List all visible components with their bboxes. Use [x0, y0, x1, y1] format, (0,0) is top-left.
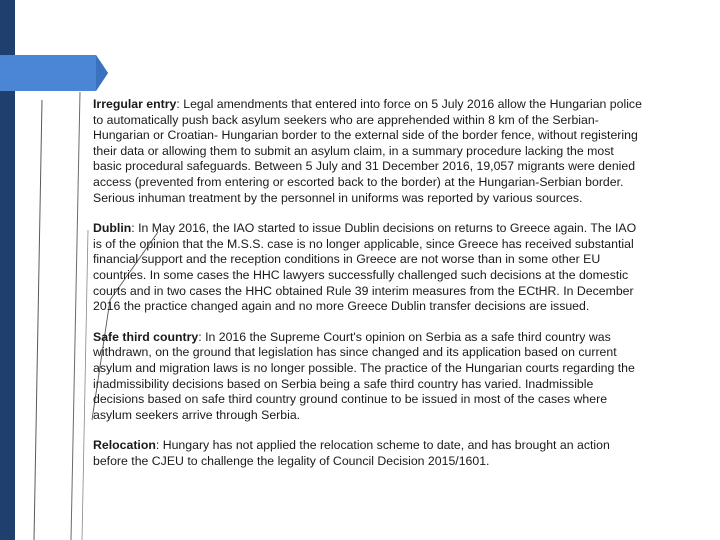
term-safe-third-country: Safe third country — [93, 329, 199, 344]
header-tab-arrow — [0, 55, 110, 91]
paragraph-irregular-entry — [93, 97, 643, 206]
text-relocation: : Hungary has not applied the relocation scheme to date, and has brought an action before the CJEU to challenge the legality of Council Decision 2015/1601. — [93, 438, 610, 468]
paragraph-dublin — [93, 221, 643, 315]
text-dublin: : In May 2016, the IAO started to issue Dublin decisions on returns to Greece again. The IAO is of the opinion that the M.S.S. case is no longer applicable, since Greece has received substantial financial support and the reception conditions in Greece are not worse than in some other EU countries. In some cases the HHC lawyers successfully challenged such decisions at the domestic courts and in two cases the HHC obtained Rule 39 interim measures from the ECtHR. In December 2016 the practice changed again and no more Greece Dublin transfer decisions are issued. — [93, 221, 637, 314]
term-dublin: Dublin — [93, 221, 132, 236]
text-safe-third-country: : In 2016 the Supreme Court's opinion on Serbia as a safe third country was withdrawn, on the ground that legislation has since changed and its application based on current asylum and migration laws is no longer possible. The practice of the Hungarian courts regarding the inadmissibility decisions based on Serbia being a safe third country has varied. Inadmissible decisions based on safe third country ground continue to be issued in most of the cases where asylum seekers arrive through Serbia. — [93, 329, 635, 422]
paragraph-safe-third-country — [93, 330, 643, 424]
paragraph-relocation — [93, 438, 643, 469]
document-body — [93, 97, 643, 484]
text-irregular-entry: : Legal amendments that entered into force on 5 July 2016 allow the Hungarian police to automatically push back asylum seekers who are apprehended within 8 km of the Serbian-Hungarian or Croatian- Hungarian border to the external side of the border fence, without registering their data or allowing them to submit an asylum claim, in a summary procedure lacking the most basic procedural safeguards. Between 5 July and 31 December 2016, 19,057 migrants were denied access (prevented from entering or escorted back to the border) at the Hungarian-Serbian border. Serious inhuman treatment by the personnel in uniforms was reported by various sources. — [93, 97, 642, 205]
term-relocation: Relocation — [93, 438, 156, 453]
term-irregular-entry: Irregular entry — [93, 97, 177, 111]
